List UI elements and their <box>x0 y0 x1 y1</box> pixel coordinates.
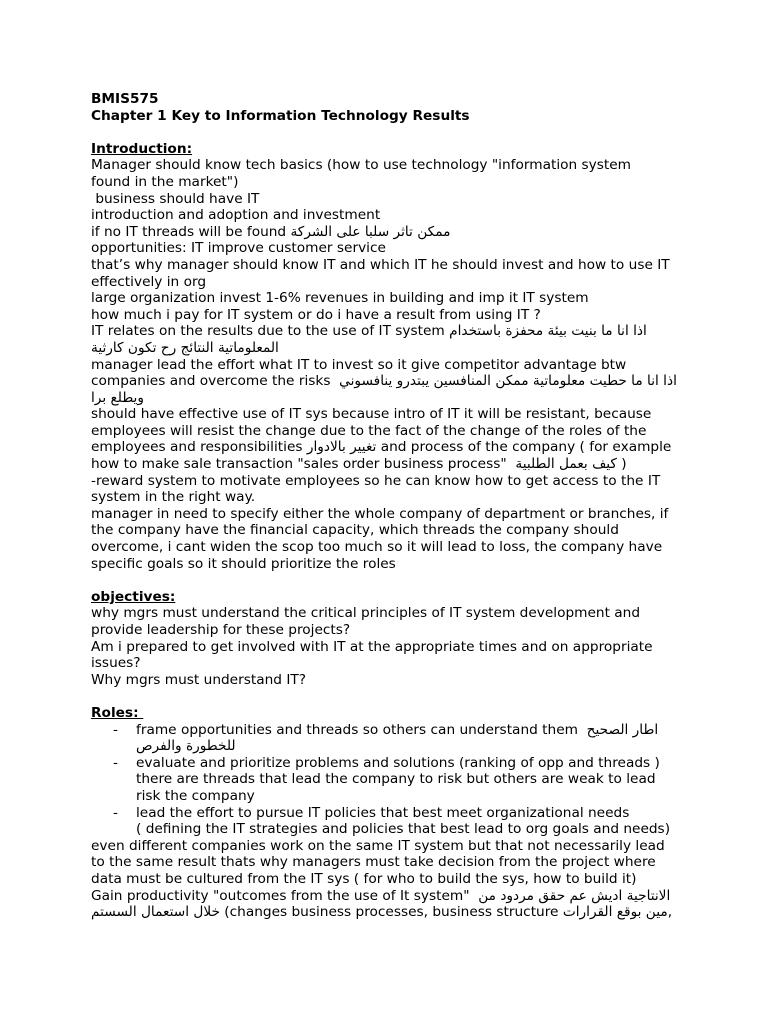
text-line: companies and overcome the risks اذا انا ما حطيت معلوماتية ممكن المنافسين يبتدرو ينافسوني <box>91 373 677 390</box>
spacer <box>91 688 691 705</box>
objectives-heading: objectives: <box>91 588 176 605</box>
roles-list <box>91 722 691 838</box>
text-line: even different companies work on the same IT system but that not necessarily lead <box>91 837 665 854</box>
text-line: business should have IT <box>91 190 260 207</box>
objectives-body <box>91 605 691 688</box>
text-line: ويطلع برا <box>91 389 144 406</box>
text-line: specific goals so it should prioritize the roles <box>91 555 396 572</box>
list-item-text: lead the effort to pursue IT policies that best meet organizational needs <box>136 804 630 821</box>
list-item <box>91 722 691 739</box>
roles-body <box>91 838 691 921</box>
list-item-continuation: ( defining the IT strategies and policies that best lead to org goals and needs) <box>136 821 671 838</box>
text-line: if no IT threads will be found ممكن تاثر سلبا على الشركة <box>91 223 451 240</box>
text-line: المعلوماتية النتائج رح تكون كارثية <box>91 339 279 356</box>
text-line: Why mgrs must understand IT? <box>91 671 306 688</box>
text-line: employees and responsibilities تغيير بالادوار and process of the company ( for example <box>91 439 672 456</box>
document-page <box>91 91 691 921</box>
text-line: opportunities: IT improve customer service <box>91 240 386 257</box>
text-line: provide leadership for these projects? <box>91 622 351 638</box>
bullet-dash: - <box>113 754 118 771</box>
text-line: effectively in org <box>91 273 207 290</box>
text-line: overcome, i cant widen the scop too much so it will lead to loss, the company have <box>91 539 663 556</box>
list-item <box>91 805 691 822</box>
text-line: issues? <box>91 655 141 672</box>
list-item-continuation: there are threads that lead the company to risk but others are weak to lead <box>136 771 656 788</box>
text-line: why mgrs must understand the critical principles of IT system development and <box>91 605 641 622</box>
text-line: manager in need to specify either the whole company of department or branches, if <box>91 505 669 522</box>
roles-heading: Roles: <box>91 704 144 721</box>
text-line: Am i prepared to get involved with IT at the appropriate times and on appropriate <box>91 638 653 655</box>
chapter-title: Chapter 1 Key to Information Technology Results <box>91 107 470 124</box>
spacer <box>91 572 691 589</box>
text-line: found in the market") <box>91 173 239 190</box>
text-line: how to make sale transaction "sales order business process" كيف بعمل الطلبية ) <box>91 456 627 473</box>
text-line: how much i pay for IT system or do i have a result from using IT ? <box>91 306 541 323</box>
list-item-text: evaluate and prioritize problems and solutions (ranking of opp and threads ) <box>136 754 660 771</box>
list-item-text: frame opportunities and threads so others can understand them اطار الصحيح <box>136 721 659 738</box>
text-line: Gain productivity "outcomes from the use of It system" الانتاجية اديش عم حقق مردود من <box>91 887 671 904</box>
list-item <box>91 755 691 772</box>
introduction-body <box>91 157 691 572</box>
text-line: IT relates on the results due to the use of IT system اذا انا ما بنيت بيئة محفزة باستخدام <box>91 323 647 340</box>
list-item-continuation: risk the company <box>136 787 255 804</box>
bullet-dash: - <box>113 804 118 821</box>
text-line: -reward system to motivate employees so he can know how to get access to the IT <box>91 472 661 489</box>
text-line: large organization invest 1-6% revenues in building and imp it IT system <box>91 290 589 307</box>
text-line: that’s why manager should know IT and which IT he should invest and how to use IT <box>91 256 670 273</box>
text-line: to the same result thats why managers must take decision from the project where <box>91 854 656 871</box>
spacer <box>91 124 691 141</box>
text-line: employees will resist the change due to the fact of the change of the roles of the <box>91 422 647 439</box>
introduction-heading: Introduction: <box>91 140 193 157</box>
text-line: should have effective use of IT sys because intro of IT it will be resistant, because <box>91 406 652 423</box>
text-line: manager lead the effort what IT to invest so it give competitor advantage btw <box>91 356 627 373</box>
text-line: data must be cultured from the IT sys ( for who to build the sys, how to build it) <box>91 870 637 887</box>
text-line: خلال استعمال السستم (changes business processes, business structure مين بوقع القرارات, <box>91 904 673 921</box>
list-item-continuation: للخطورة والفرص <box>136 738 236 755</box>
text-line: system in the right way. <box>91 489 256 506</box>
text-line: Manager should know tech basics (how to use technology "information system <box>91 157 632 174</box>
course-code: BMIS575 <box>91 91 159 107</box>
bullet-dash: - <box>113 721 118 738</box>
text-line: introduction and adoption and investment <box>91 207 381 224</box>
text-line: the company have the financial capacity, which threads the company should <box>91 522 619 539</box>
